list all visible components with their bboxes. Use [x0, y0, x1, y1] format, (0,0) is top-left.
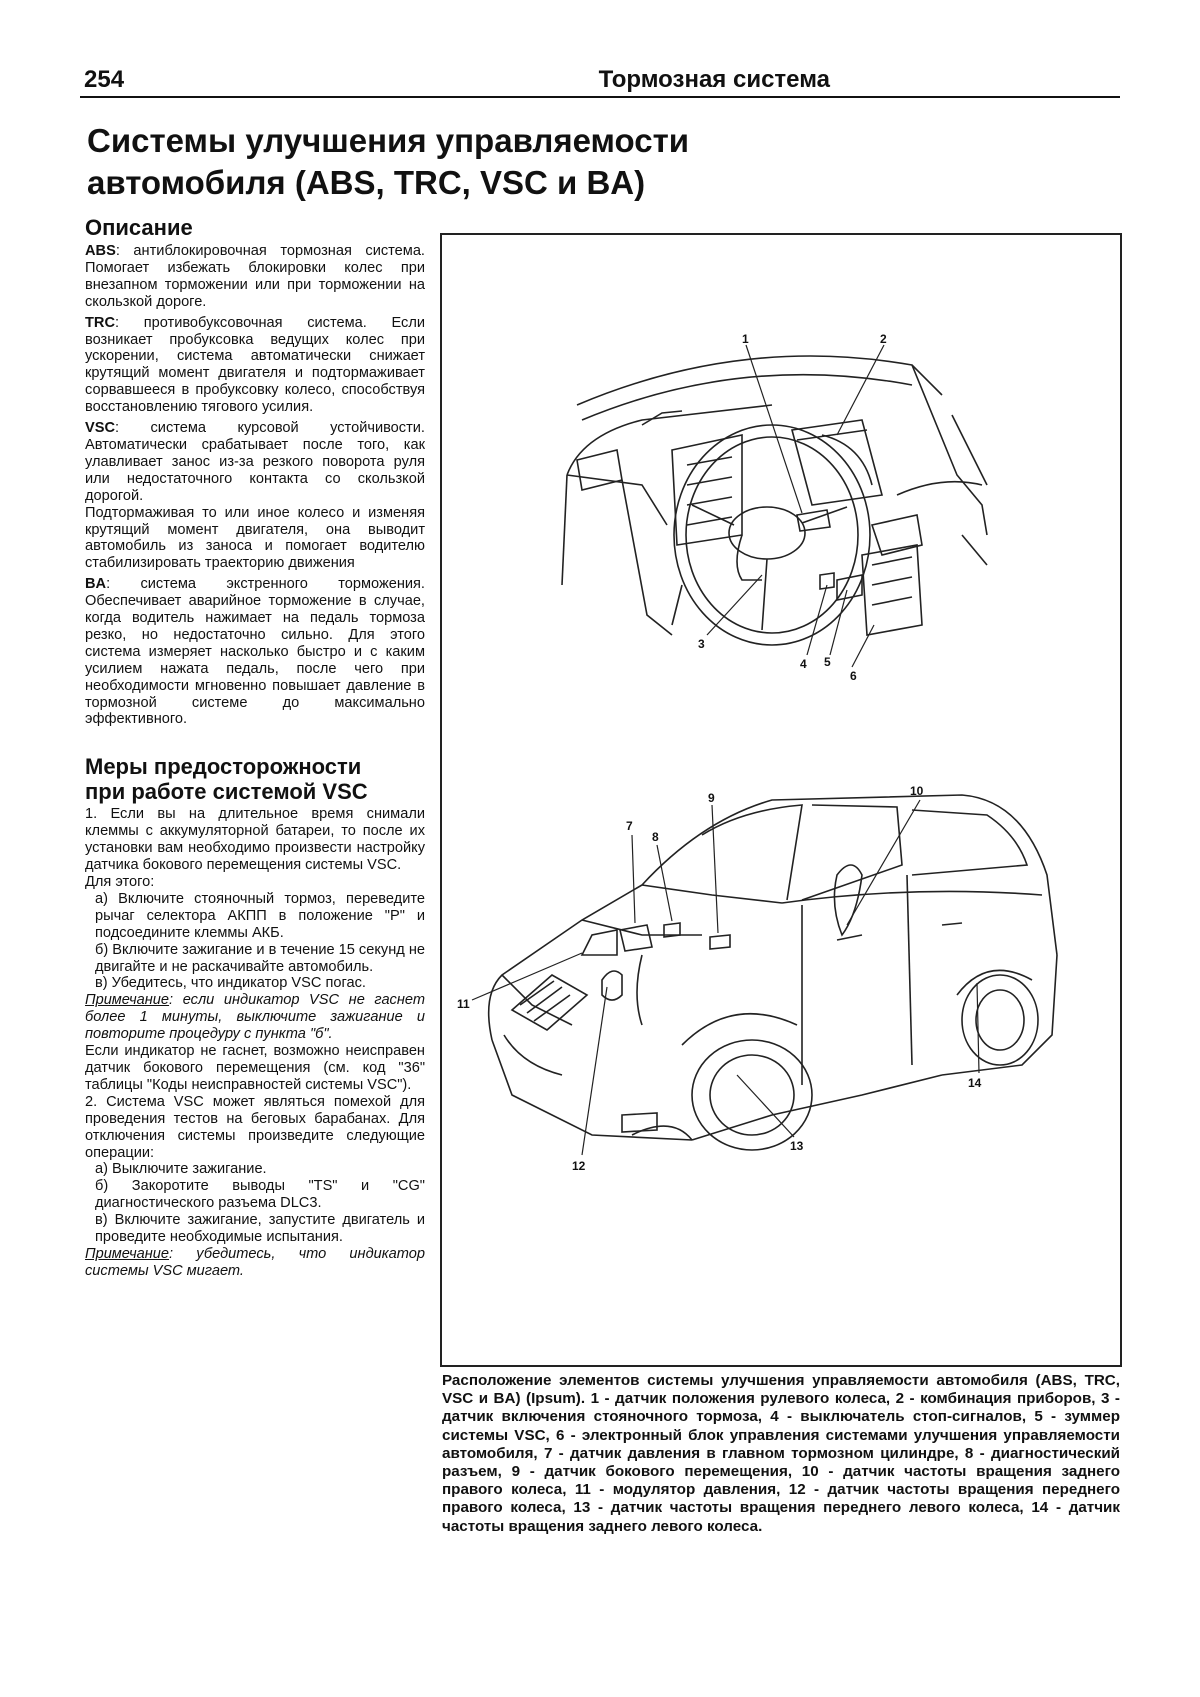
precaution-1: 1. Если вы на длительное время снимали клеммы с аккумуляторной батареи, то после их установки вам необходимо произвести настройку датчика бокового перемещения системы VSC. — [85, 806, 425, 874]
precaution-1-for: Для этого: — [85, 874, 155, 890]
callout-4: 4 — [800, 657, 807, 671]
component-diagram — [442, 235, 1120, 1365]
trc-term: TRC — [85, 314, 115, 331]
car-callouts — [457, 784, 982, 1173]
precautions-heading — [85, 754, 425, 804]
callout-14: 14 — [968, 1076, 982, 1090]
page-number: 254 — [84, 66, 125, 93]
note-1-label: Примечание — [85, 992, 170, 1009]
figure-caption: Расположение элементов системы улучшения управляемости автомобиля (ABS, TRC, VSC и BA) (Ipsum). 1 - датчик положения рулевого колеса, 2 - комбинация приборов, 3 - датчик включения стояночного тормоза, 4 - выключатель стоп-сигналов, 5 - зуммер системы VSC, 6 - электронный блок управления системами улучшения управляемости автомобиля, 7 - датчик давления в главном тормозном цилиндре, 8 - диагностический разъем, 9 - датчик бокового перемещения, 10 - датчик частоты вращения заднего правого колеса, 11 - модулятор давления, 12 - датчик частоты вращения переднего правого колеса, 13 - датчик частоты вращения переднего левого колеса, 14 - датчик частоты вращения заднего левого колеса. — [442, 1372, 1120, 1535]
running-title: Тормозная система — [598, 66, 830, 93]
ba-term: BA — [85, 576, 107, 593]
precaution-2: 2. Система VSC может являться помехой для проведения тестов на беговых барабанах. Для отключения системы произведите следующие операции: — [85, 1093, 425, 1161]
ba-text: : система экстренного торможения. Обеспечивает аварийное торможение в случае, когда водитель нажимает на педаль тормоза резко, но недостаточно сильно. Для этого система измеряет насколько быстро и с каким усилием нажата педаль, после чего при необходимости мгновенно повышает давление в тормозной системе до максимально эффективного. — [85, 576, 425, 728]
note-2-label: Примечание — [85, 1245, 170, 1262]
vsc-paragraph-2: Подтормаживая то или иное колесо и изменяя крутящий момент двигателя, она выводит автомобиль из заноса и помогает водителю стабилизировать траекторию движения — [85, 504, 425, 572]
callout-2: 2 — [880, 332, 887, 346]
title-line-1: Системы улучшения управляемости — [87, 122, 690, 159]
callout-11: 11 — [457, 997, 470, 1011]
precaution-1-c: в) Убедитесь, что индикатор VSC погас. — [95, 975, 366, 992]
page-title — [87, 120, 807, 204]
abs-paragraph — [85, 243, 425, 311]
note-1 — [85, 992, 425, 1043]
title-line-2: автомобиля (ABS, TRC, VSC и BA) — [87, 164, 646, 201]
dashboard-leaders — [707, 345, 884, 667]
callout-5: 5 — [824, 655, 831, 669]
precaution-2-c: в) Включите зажигание, запустите двигатель и проведите необходимые испытания. — [95, 1212, 425, 1246]
ba-paragraph — [85, 576, 425, 728]
callout-7: 7 — [626, 819, 633, 833]
abs-term: ABS — [85, 243, 116, 259]
page-header — [80, 62, 1120, 98]
precaution-1-after: Если индикатор не гаснет, возможно неисправен датчик бокового перемещения (см. код "36" таблицы "Коды неисправностей системы VSC"). — [85, 1043, 425, 1093]
callout-6: 6 — [850, 669, 857, 683]
description-heading: Описание — [85, 215, 193, 240]
dashboard-illustration — [562, 356, 987, 645]
note-2-text: : убедитесь, что индикатор системы VSC мигает. — [85, 1245, 425, 1279]
callout-9: 9 — [708, 791, 715, 805]
callout-1: 1 — [742, 332, 749, 346]
trc-paragraph — [85, 315, 425, 416]
callout-8: 8 — [652, 830, 659, 844]
trc-text: : противобуксовочная система. Если возникает пробуксовка ведущих колес при ускорении, система автоматически снижает крутящий момент двигателя и подтормаживает сорвавшееся в пробуксовку колесо, способствуя восстановлению тягового усилия. — [85, 314, 425, 416]
figure-frame — [440, 233, 1122, 1367]
precautions-heading-line-1: Меры предосторожности — [85, 754, 362, 780]
left-text-column — [85, 215, 425, 1280]
note-2 — [85, 1246, 425, 1280]
vsc-text: : система курсовой устойчивости. Автоматически срабатывает после того, как улавливает занос из-за резкого поворота руля или недостаточного контакта со скользкой дорогой. — [85, 420, 425, 504]
callout-12: 12 — [572, 1159, 586, 1173]
abs-text: : антиблокировочная тормозная система. Помогает избежать блокировки колес при внезапном торможении или при торможении на скользкой дороге. — [85, 243, 425, 310]
callout-3: 3 — [698, 637, 705, 651]
precaution-1-b: б) Включите зажигание и в течение 15 секунд не двигайте и не раскачивайте автомобиль. — [95, 941, 425, 975]
callout-10: 10 — [910, 784, 924, 798]
precaution-1-a: а) Включите стояночный тормоз, переведите рычаг селектора АКПП в положение "P" и подсоедините клеммы АКБ. — [95, 890, 425, 941]
precautions-heading-line-2: при работе системой VSC — [85, 779, 368, 805]
callout-13: 13 — [790, 1139, 804, 1153]
note-1-text: : если индикатор VSC не гаснет более 1 минуты, выключите зажигание и повторите процедуру с пункта "б". — [85, 992, 425, 1043]
car-illustration — [489, 795, 1057, 1150]
vsc-paragraph — [85, 420, 425, 505]
precaution-2-b: б) Закоротите выводы "TS" и "CG" диагностического разъема DLC3. — [95, 1178, 425, 1212]
precaution-2-a: а) Выключите зажигание. — [95, 1161, 267, 1178]
vsc-term: VSC — [85, 420, 116, 437]
